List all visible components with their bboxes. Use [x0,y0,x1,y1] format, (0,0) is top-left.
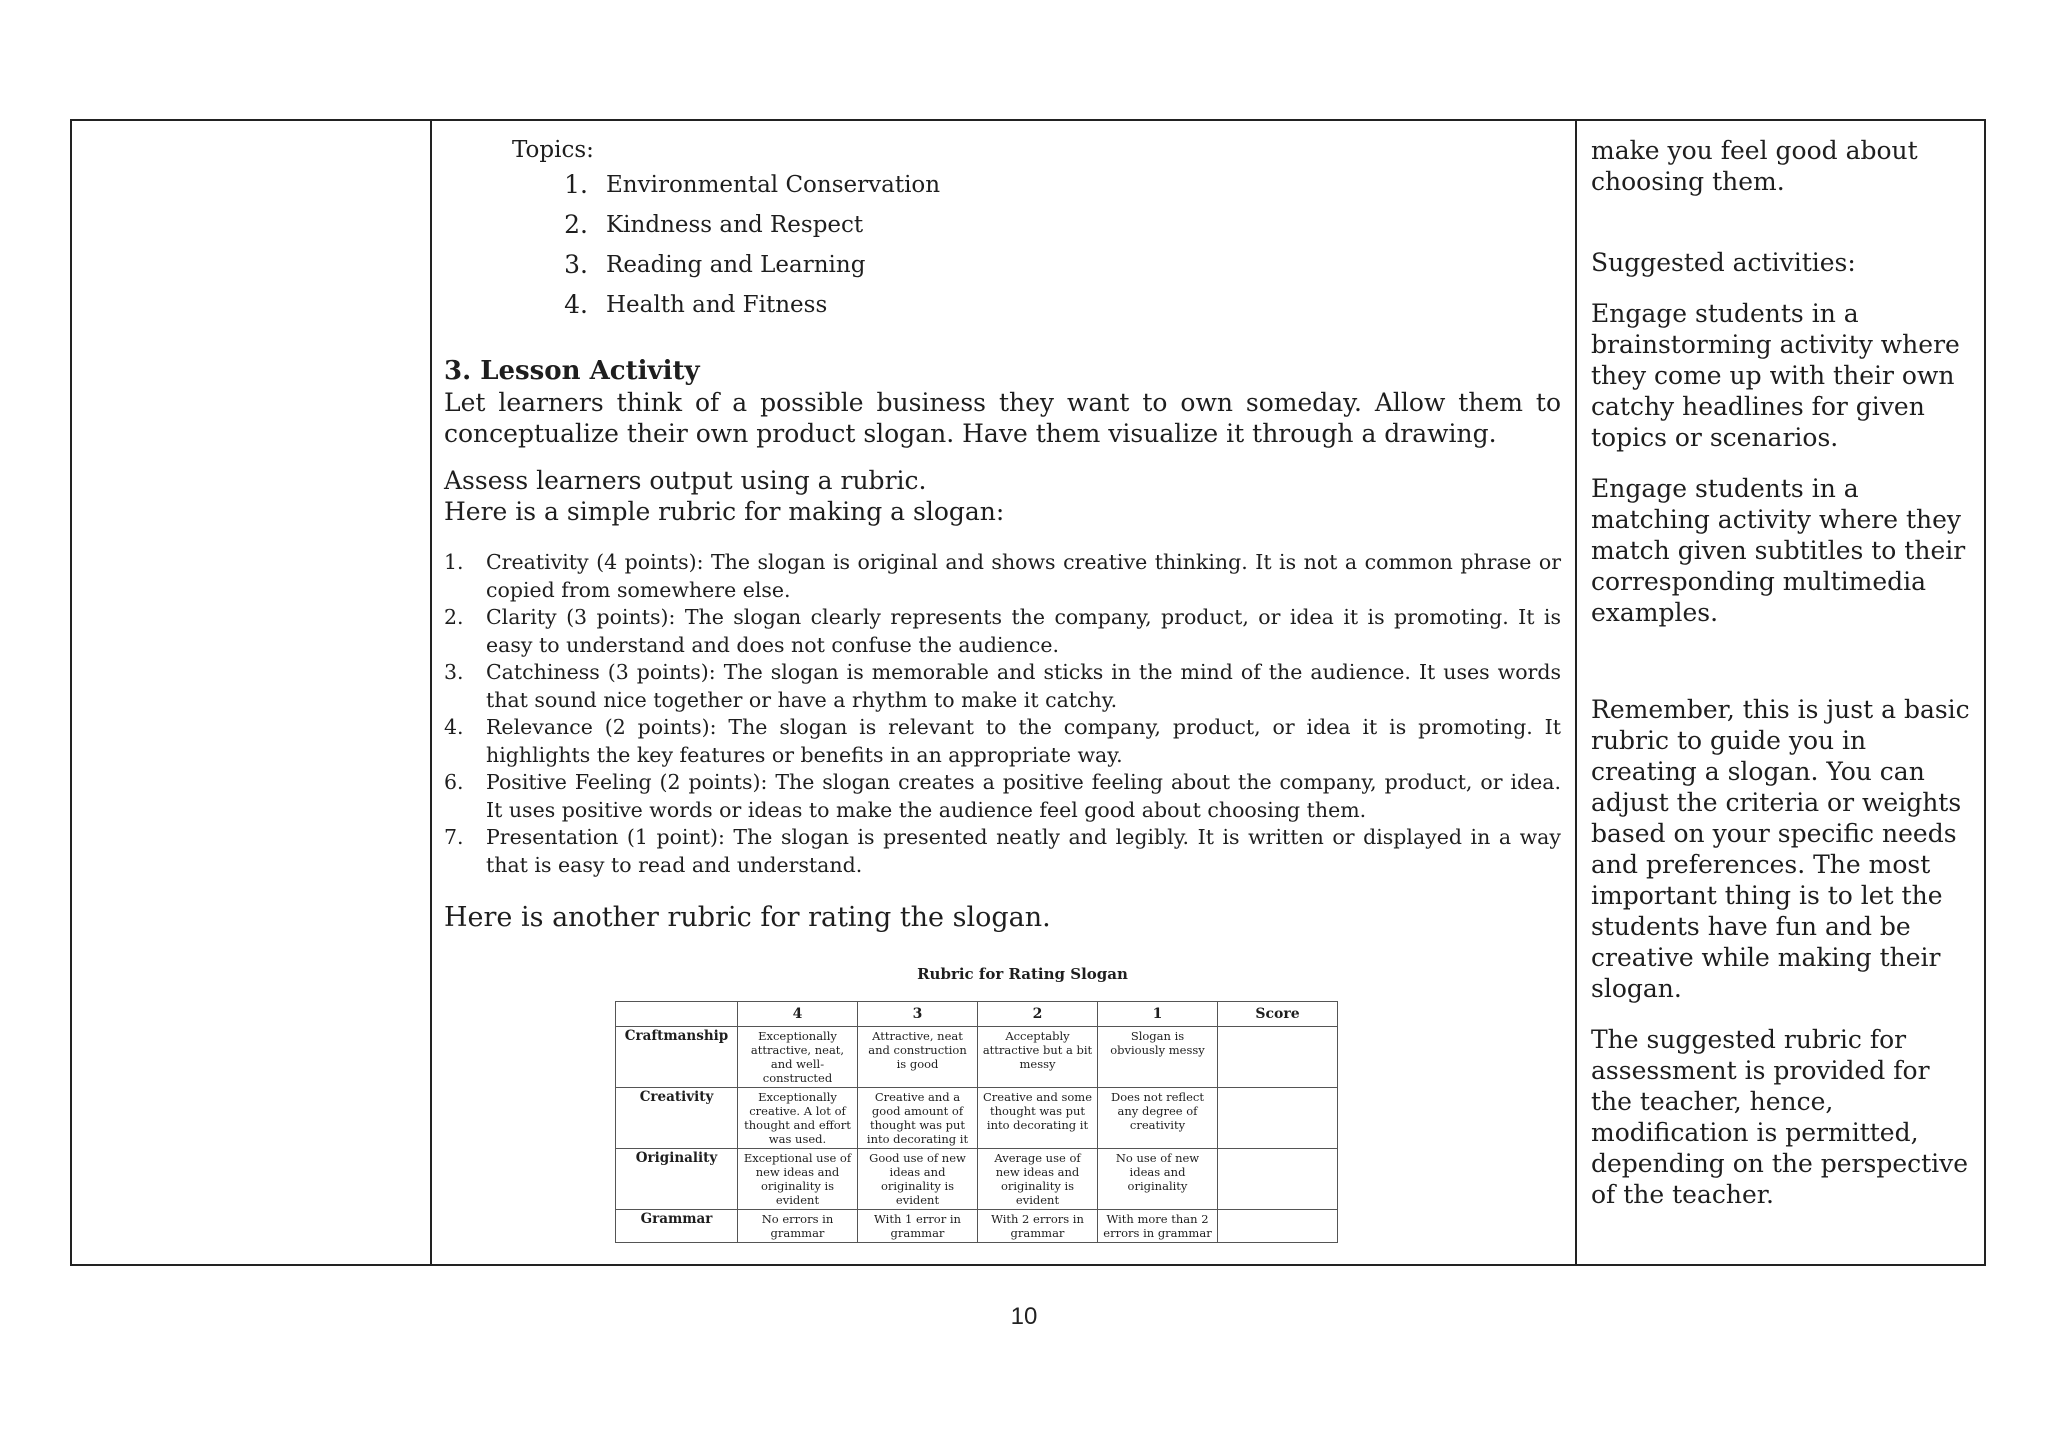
table-cell: With more than 2 errors in grammar [1098,1210,1218,1243]
topics-list [444,165,1561,325]
topic-item [444,245,1561,285]
table-cell: Exceptionally attractive, neat, and well-constructed [738,1027,858,1088]
table-cell: Good use of new ideas and originality is evident [858,1149,978,1210]
notes-paragraph: make you feel good about choosing them. [1591,136,1918,196]
topic-text: Environmental Conservation [606,172,941,198]
notes-paragraph: Engage students in a matching activity where they match given subtitles to their corresponding multimedia examples. [1591,474,1966,627]
rating-row [616,1027,1338,1088]
table-cell: No errors in grammar [738,1210,858,1243]
rubric-list [444,549,1561,879]
header-cell: 3 [858,1002,978,1027]
rubric-number: 7. [444,825,464,849]
rating-row [616,1088,1338,1149]
rubric-number: 3. [444,660,464,684]
rating-header-row [616,1002,1338,1027]
notes-column-cell [1577,121,1984,1264]
topic-number: 1. [564,170,588,199]
rubric-item [444,714,1561,769]
rating-table-title: Rubric for Rating Slogan [917,965,1128,983]
lesson-intro: Let learners think of a possible business they want to own someday. Allow them to conceptualize their own product slogan. Have them visualize it through a drawing. [444,388,1561,448]
table-cell [1218,1088,1338,1149]
topics-label: Topics: [512,137,594,163]
procedure-column-cell [432,121,1577,1264]
row-label: Creativity [616,1088,738,1149]
topic-text: Health and Fitness [606,292,828,318]
table-cell: Creative and a good amount of thought was put into decorating it [858,1088,978,1149]
suggested-activities-label: Suggested activities: [1591,248,1856,277]
rubric-number: 6. [444,770,464,794]
rubric-number: 2. [444,605,464,629]
rubric-item [444,604,1561,659]
table-cell: Exceptionally creative. A lot of thought and effort was used. [738,1088,858,1149]
table-cell: With 2 errors in grammar [978,1210,1098,1243]
row-label: Craftmanship [616,1027,738,1088]
rubric-text: Positive Feeling (2 points): The slogan creates a positive feeling about the company, product, or idea. It uses positive words or ideas to make the audience feel good about choosing them. [486,770,1561,822]
table-cell: Exceptional use of new ideas and originality is evident [738,1149,858,1210]
topic-item [444,205,1561,245]
rubric-number: 1. [444,550,464,574]
header-cell [616,1002,738,1027]
topic-text: Reading and Learning [606,252,866,278]
table-cell: Does not reflect any degree of creativity [1098,1088,1218,1149]
notes-paragraph: The suggested rubric for assessment is provided for the teacher, hence, modification is permitted, depending on the perspective of the teacher. [1591,1025,1969,1209]
topic-item [444,285,1561,325]
section-title: 3. Lesson Activity [444,356,700,386]
table-cell [1218,1210,1338,1243]
topic-item [444,165,1561,205]
table-cell: Creative and some thought was put into decorating it [978,1088,1098,1149]
topic-number: 2. [564,210,588,239]
rubric-text: Relevance (2 points): The slogan is relevant to the company, product, or idea it is promoting. It highlights the key features or benefits in an appropriate way. [486,715,1561,767]
rubric-text: Catchiness (3 points): The slogan is memorable and sticks in the mind of the audience. It uses words that sound nice together or have a rhythm to make it catchy. [486,660,1561,712]
table-cell: Average use of new ideas and originality is evident [978,1149,1098,1210]
table-cell [1218,1149,1338,1210]
header-cell: 2 [978,1002,1098,1027]
table-cell [1218,1027,1338,1088]
table-cell: Slogan is obviously messy [1098,1027,1218,1088]
topic-number: 3. [564,250,588,279]
lesson-plan-table [70,119,1986,1266]
rating-row [616,1210,1338,1243]
table-cell: No use of new ideas and originality [1098,1149,1218,1210]
header-cell: 4 [738,1002,858,1027]
page-number: 10 [1010,1303,1038,1330]
header-cell: Score [1218,1002,1338,1027]
rubric-number: 4. [444,715,464,739]
header-cell: 1 [1098,1002,1218,1027]
notes-paragraph: Remember, this is just a basic rubric to guide you in creating a slogan. You can adjust the criteria or weights based on your specific needs and preferences. The most important thing is to let the students have fun and be creative while making their slogan. [1591,695,1970,1003]
rubric-text: Creativity (4 points): The slogan is original and shows creative thinking. It is not a common phrase or copied from somewhere else. [486,550,1561,602]
rubric-item [444,769,1561,824]
left-column-cell [72,121,432,1264]
rubric-text: Presentation (1 point): The slogan is presented neatly and legibly. It is written or displayed in a way that is easy to read and understand. [486,825,1561,877]
another-rubric-line: Here is another rubric for rating the slogan. [444,902,1051,933]
rating-table [615,1001,1338,1243]
topic-text: Kindness and Respect [606,212,864,238]
row-label: Originality [616,1149,738,1210]
rubric-intro: Here is a simple rubric for making a slogan: [444,497,1005,526]
rubric-item [444,824,1561,879]
notes-paragraph: Engage students in a brainstorming activity where they come up with their own catchy headlines for given topics or scenarios. [1591,299,1960,452]
rating-row [616,1149,1338,1210]
table-cell: With 1 error in grammar [858,1210,978,1243]
topic-number: 4. [564,290,588,319]
rubric-item [444,659,1561,714]
row-label: Grammar [616,1210,738,1243]
rubric-item [444,549,1561,604]
assess-line: Assess learners output using a rubric. [444,466,927,495]
table-cell: Acceptably attractive but a bit messy [978,1027,1098,1088]
table-cell: Attractive, neat and construction is good [858,1027,978,1088]
rubric-text: Clarity (3 points): The slogan clearly represents the company, product, or idea it is promoting. It is easy to understand and does not confuse the audience. [486,605,1561,657]
